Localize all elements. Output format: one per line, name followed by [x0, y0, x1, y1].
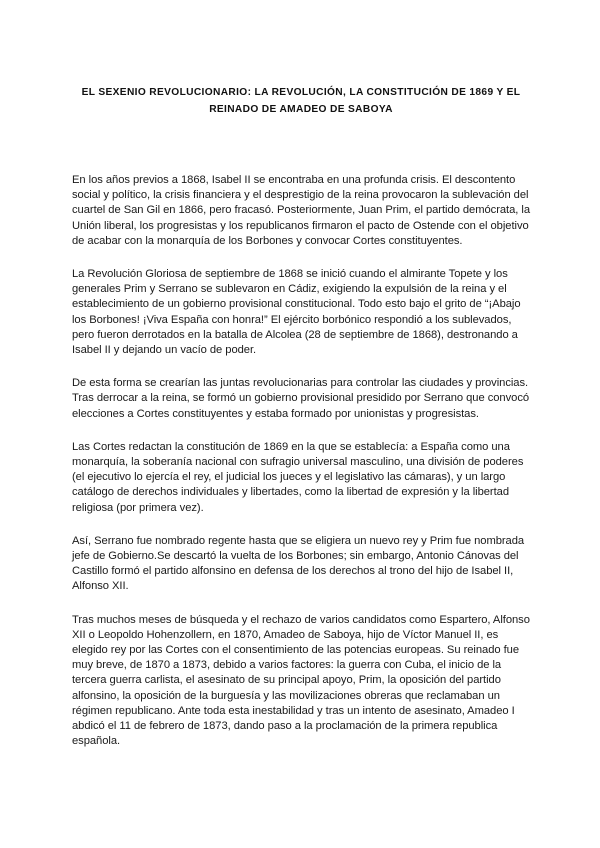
paragraph-crisis-isabel: En los años previos a 1868, Isabel II se encontraba en una profunda crisis. El descontento social y político, la crisis financiera y el desprestigio de la reina provocaron la sublevación del cuartel de San Gil en 1866, pero fracasó. Posteriormente, Juan Prim, el partido demócrata, la Unión liberal, los progresistas y los republicanos firmaron el pacto de Ostende con el objetivo de acabar con la monarquía de los Borbones y convocar Cortes constituyentes.	[72, 174, 531, 247]
paragraph-juntas-revolucionarias: De esta forma se crearían las juntas revolucionarias para controlar las ciudades y provincias. Tras derrocar a la reina, se formó un gobierno provisional presidido por Serrano que convocó elecciones a Cortes constituyentes y estaba formado por unionistas y progresistas.	[72, 377, 530, 420]
paragraph-amadeo-saboya: Tras muchos meses de búsqueda y el rechazo de varios candidatos como Espartero, Alfonso XII o Leopoldo Hohenzollern, en 1870, Amadeo de Saboya, hijo de Víctor Manuel II, es elegido rey por las Cortes con el consentimiento de las potencias europeas. Su reinado fue muy breve, de 1870 a 1873, debido a varios factores: la guerra con Cuba, el inicio de la tercera guerra carlista, el asesinato de su principal apoyo, Prim, la oposición del partido alfonsino, la oposición de la burguesía y las movilizaciones obreras que reclamaban un régimen republicano. Ante toda esta inestabilidad y tras un intento de asesinato, Amadeo I abdicó el 11 de febrero de 1873, dando paso a la proclamación de la primera republica española.	[72, 613, 530, 748]
document-body	[72, 173, 534, 768]
paragraph-constitucion-1869: Las Cortes redactan la constitución de 1869 en la que se establecía: a España como una monarquía, la soberanía nacional con sufragio universal masculino, una división de poderes (el ejecutivo lo ejercía el rey, el judicial los jueces y el legislativo las cámaras), y un largo catálogo de derechos individuales y libertades, como la libertad de expresión y la libertad religiosa (por primera vez).	[72, 440, 524, 514]
document-title: EL SEXENIO REVOLUCIONARIO: LA REVOLUCIÓN, LA CONSTITUCIÓN DE 1869 Y EL REINADO DE AMADEO DE SABOYA	[81, 87, 521, 115]
paragraph-revolucion-gloriosa: La Revolución Gloriosa de septiembre de 1868 se inició cuando el almirante Topete y los generales Prim y Serrano se sublevaron en Cádiz, exigiendo la expulsión de la reina y el establecimiento de un gobierno provisional constitucional. Todo esto bajo el grito de “¡Abajo los Borbones! ¡Viva España con honra!” El ejército borbónico respondió a los sublevados, pero fueron derrotados en la batalla de Alcolea (28 de septiembre de 1868), destronando a Isabel II y dejando un vacío de poder.	[72, 268, 521, 357]
paragraph-regencia-serrano: Así, Serrano fue nombrado regente hasta que se eligiera un nuevo rey y Prim fue nombrada jefe de Gobierno.Se descartó la vuelta de los Borbones; sin embargo, Antonio Cánovas del Castillo formó el partido alfonsino en defensa de los derechos al trono del hijo de Isabel II, Alfonso XII.	[72, 534, 525, 593]
